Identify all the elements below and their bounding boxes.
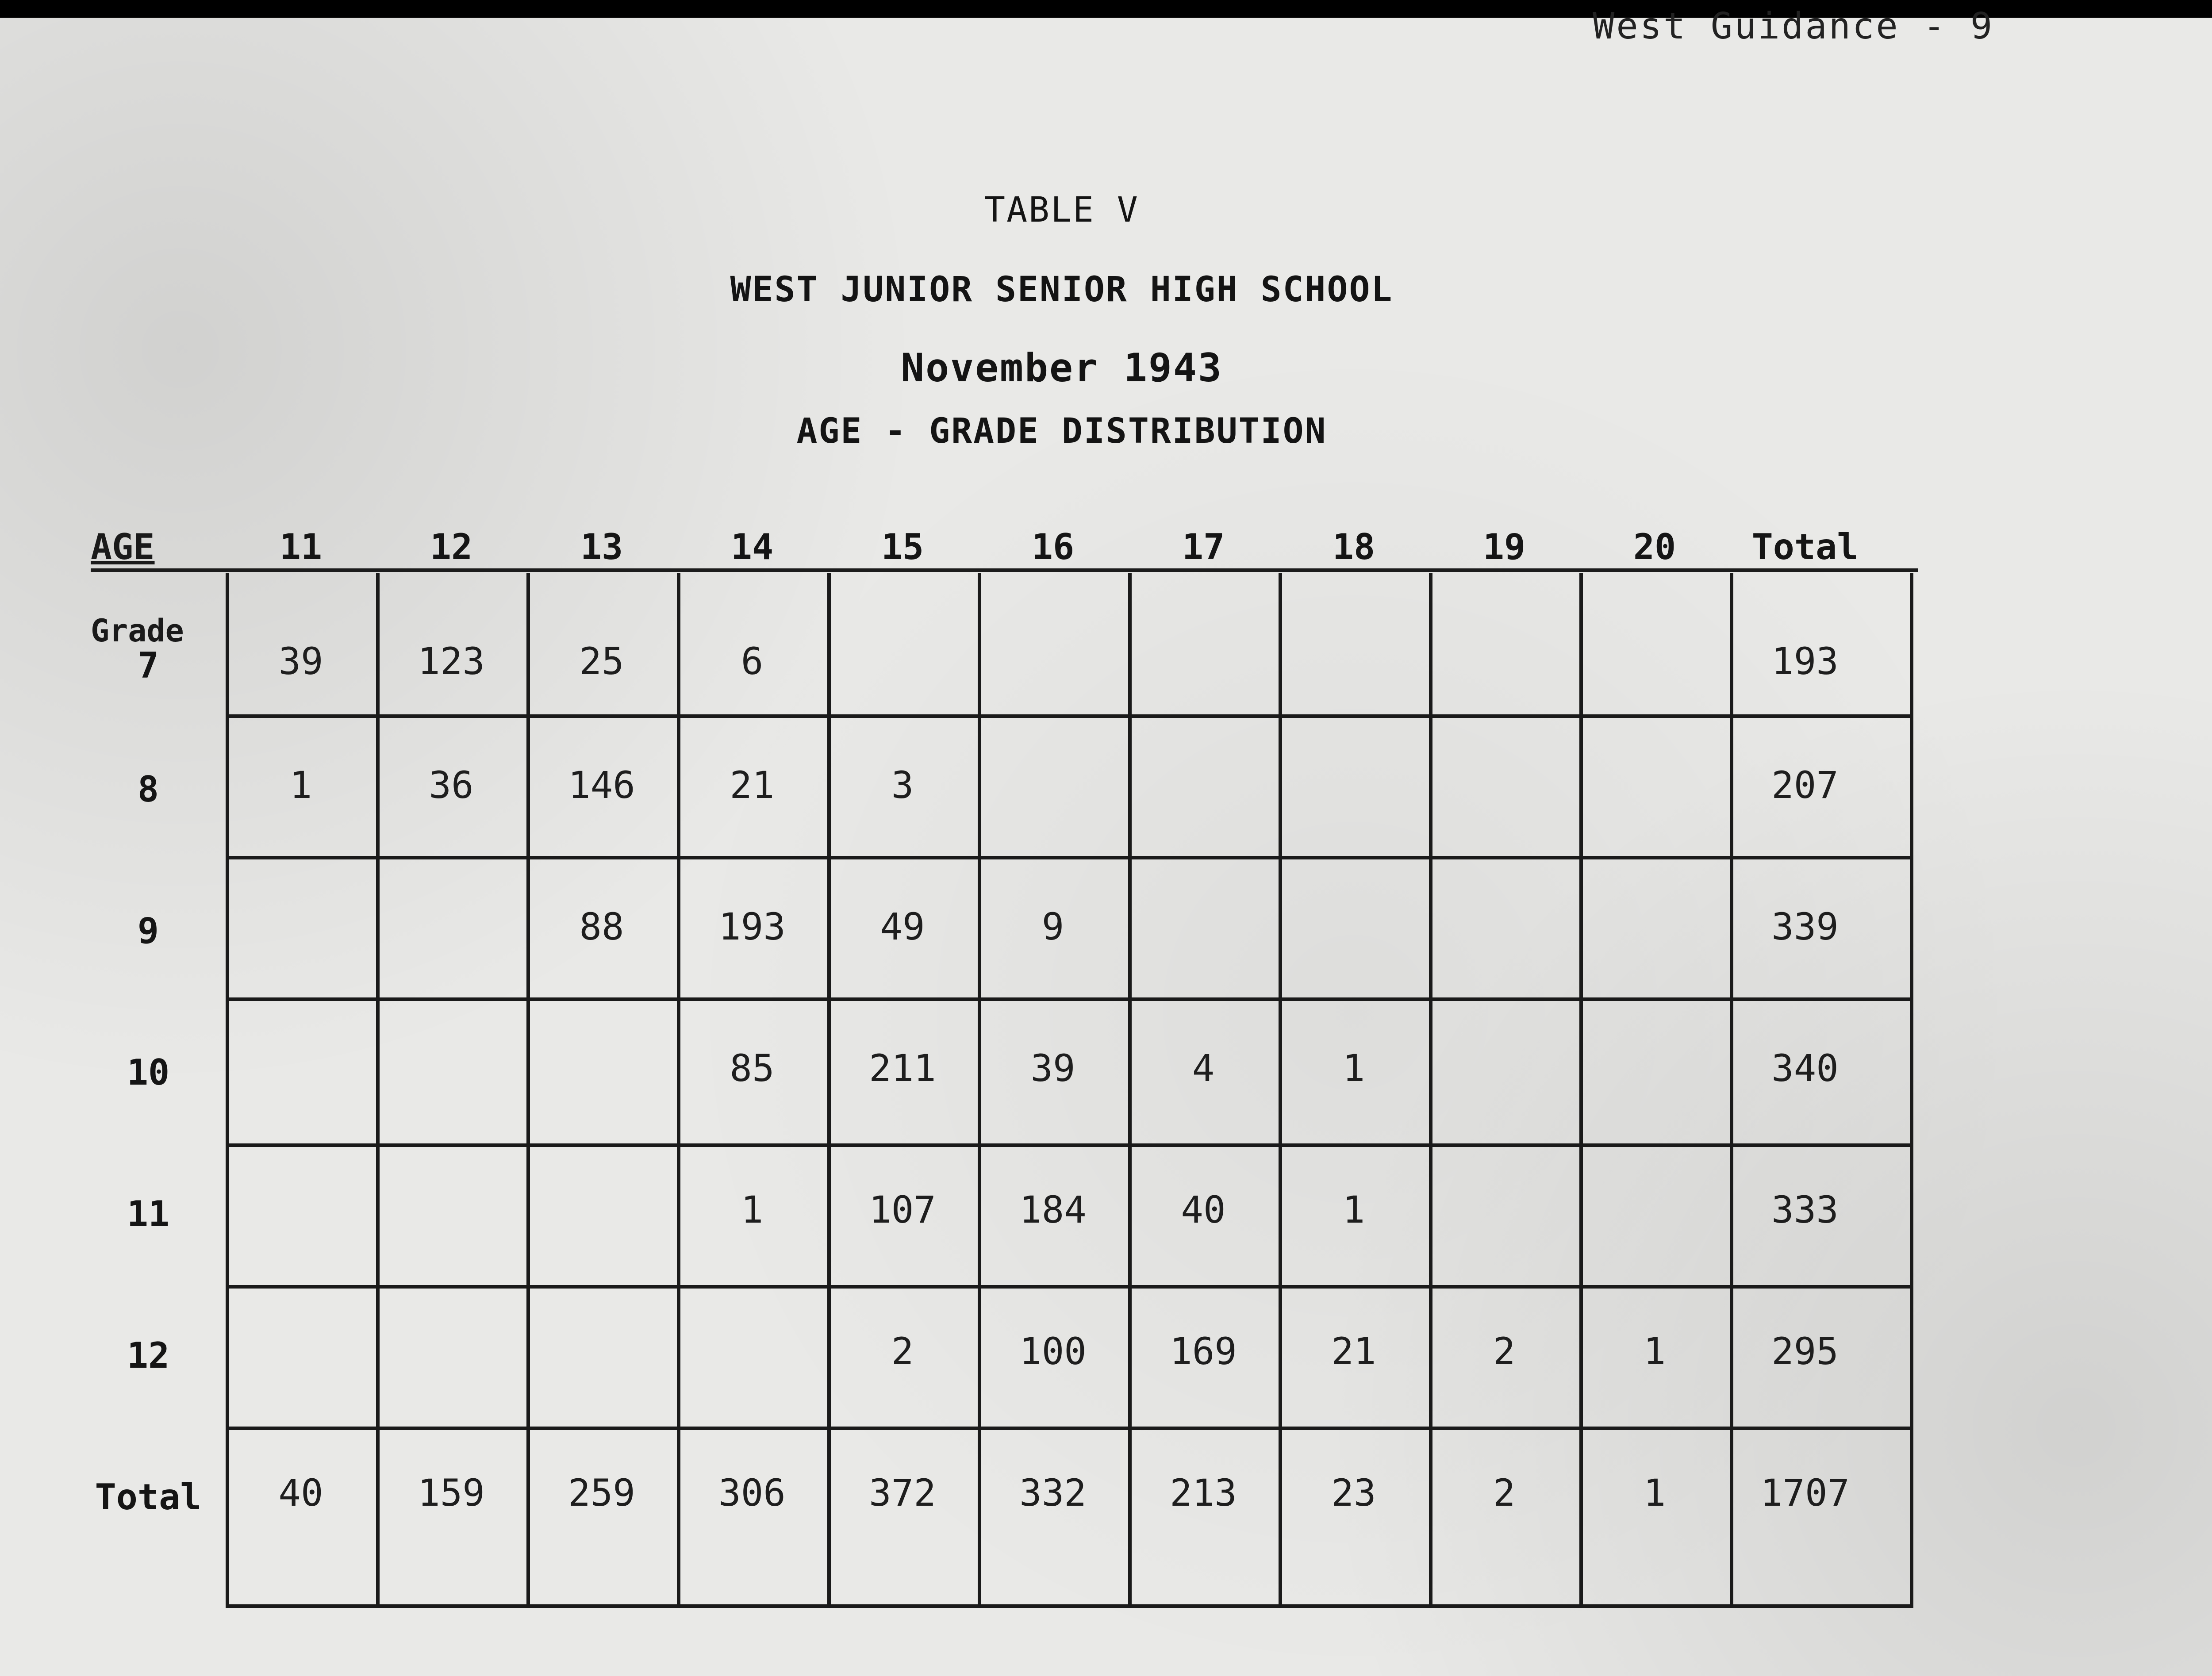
table-cell bbox=[1579, 1042, 1730, 1095]
table-cell: 333 bbox=[1771, 1188, 1839, 1231]
table-cell bbox=[1429, 635, 1579, 688]
table-cell bbox=[1579, 900, 1730, 953]
row-divider bbox=[226, 1143, 1913, 1147]
table-cell: 25 bbox=[579, 640, 624, 683]
table-cell bbox=[526, 1325, 677, 1378]
row-header: 11 bbox=[127, 1193, 170, 1235]
school-title: WEST JUNIOR SENIOR HIGH SCHOOL bbox=[730, 270, 1394, 310]
table-cell: 40 bbox=[278, 1471, 323, 1515]
table-cell bbox=[978, 635, 1128, 688]
table-cell bbox=[1279, 900, 1429, 953]
table-cell: 88 bbox=[579, 905, 624, 948]
table-cell bbox=[1279, 759, 1429, 812]
table-cell bbox=[677, 1325, 827, 1378]
table-cell bbox=[376, 1325, 526, 1378]
row-header: Total bbox=[95, 1477, 202, 1518]
table-cell: 9 bbox=[1041, 905, 1064, 948]
table-cell: 1 bbox=[741, 1188, 764, 1231]
table-cell: 21 bbox=[730, 763, 775, 807]
column-header: 16 bbox=[1031, 526, 1075, 568]
column-header: 18 bbox=[1332, 526, 1375, 568]
table-cell bbox=[1579, 635, 1730, 688]
date-title: November 1943 bbox=[901, 345, 1223, 391]
table-cell: 184 bbox=[1019, 1188, 1087, 1231]
table-cell: 339 bbox=[1771, 905, 1839, 948]
table-cell: 85 bbox=[730, 1047, 775, 1090]
table-cell: 146 bbox=[568, 763, 635, 807]
table-cell bbox=[376, 900, 526, 953]
table-cell: 340 bbox=[1771, 1047, 1839, 1090]
row-header: 12 bbox=[127, 1335, 170, 1376]
table-cell bbox=[1128, 759, 1279, 812]
table-cell: 49 bbox=[880, 905, 925, 948]
table-cell: 159 bbox=[418, 1471, 485, 1515]
column-header: 15 bbox=[881, 526, 924, 568]
column-header: Total bbox=[1751, 526, 1859, 568]
table-cell: 39 bbox=[1030, 1047, 1075, 1090]
row-divider bbox=[226, 856, 1913, 859]
table-cell: 169 bbox=[1170, 1330, 1237, 1373]
subject-title: AGE - GRADE DISTRIBUTION bbox=[796, 411, 1327, 451]
row-header: 7 bbox=[137, 645, 159, 686]
header-rule bbox=[91, 568, 1918, 572]
page-header-note: West Guidance - 9 bbox=[1593, 5, 1994, 47]
table-cell bbox=[226, 1183, 376, 1236]
table-cell bbox=[376, 1183, 526, 1236]
table-cell bbox=[376, 1042, 526, 1095]
table-cell: 1 bbox=[1643, 1330, 1666, 1373]
table-cell: 100 bbox=[1019, 1330, 1087, 1373]
grade-row-label: Grade bbox=[91, 613, 184, 649]
age-column-label: AGE bbox=[91, 526, 155, 568]
row-divider bbox=[226, 1427, 1913, 1430]
table-cell: 4 bbox=[1192, 1047, 1215, 1090]
table-cell bbox=[1128, 900, 1279, 953]
table-cell bbox=[1579, 759, 1730, 812]
table-cell bbox=[1128, 635, 1279, 688]
table-cell bbox=[226, 900, 376, 953]
table-cell bbox=[226, 1325, 376, 1378]
table-cell: 193 bbox=[1771, 640, 1839, 683]
table-cell: 3 bbox=[891, 763, 914, 807]
table-cell: 6 bbox=[741, 640, 764, 683]
table-cell: 123 bbox=[418, 640, 485, 683]
table-cell: 2 bbox=[891, 1330, 914, 1373]
table-cell: 1707 bbox=[1760, 1471, 1850, 1515]
table-cell: 1 bbox=[1342, 1047, 1365, 1090]
column-header: 13 bbox=[580, 526, 623, 568]
table-cell bbox=[978, 759, 1128, 812]
table-cell: 1 bbox=[1342, 1188, 1365, 1231]
table-cell: 211 bbox=[869, 1047, 936, 1090]
table-cell bbox=[827, 635, 978, 688]
table-cell bbox=[526, 1042, 677, 1095]
table-cell: 39 bbox=[278, 640, 323, 683]
table-cell: 21 bbox=[1331, 1330, 1376, 1373]
table-cell: 1 bbox=[1643, 1471, 1666, 1515]
row-divider bbox=[226, 997, 1913, 1001]
table-cell bbox=[526, 1183, 677, 1236]
table-cell bbox=[1579, 1183, 1730, 1236]
table-cell: 1 bbox=[289, 763, 312, 807]
table-cell bbox=[1429, 1183, 1579, 1236]
table-cell: 23 bbox=[1331, 1471, 1376, 1515]
table-cell: 107 bbox=[869, 1188, 936, 1231]
row-header: 9 bbox=[137, 910, 159, 951]
table-cell: 193 bbox=[718, 905, 786, 948]
column-header: 20 bbox=[1633, 526, 1676, 568]
table-cell: 36 bbox=[429, 763, 474, 807]
table-cell: 306 bbox=[718, 1471, 786, 1515]
column-header: 14 bbox=[730, 526, 774, 568]
table-cell: 2 bbox=[1493, 1330, 1516, 1373]
table-cell bbox=[1429, 1042, 1579, 1095]
column-header: 11 bbox=[279, 526, 323, 568]
row-divider bbox=[226, 714, 1913, 718]
table-cell: 213 bbox=[1170, 1471, 1237, 1515]
table-cell: 332 bbox=[1019, 1471, 1087, 1515]
table-cell bbox=[1429, 900, 1579, 953]
table-cell bbox=[1429, 759, 1579, 812]
table-cell: 295 bbox=[1771, 1330, 1839, 1373]
column-header: 12 bbox=[430, 526, 473, 568]
table-cell: 2 bbox=[1493, 1471, 1516, 1515]
row-header: 8 bbox=[137, 769, 159, 810]
document-page bbox=[0, 5, 2212, 1676]
table-cell bbox=[226, 1042, 376, 1095]
column-header: 17 bbox=[1182, 526, 1225, 568]
row-header: 10 bbox=[127, 1052, 170, 1093]
table-cell: 372 bbox=[869, 1471, 936, 1515]
row-divider bbox=[226, 1285, 1913, 1289]
table-cell: 259 bbox=[568, 1471, 635, 1515]
table-cell: 40 bbox=[1181, 1188, 1226, 1231]
table-number: TABLE V bbox=[984, 190, 1139, 230]
table-cell: 207 bbox=[1771, 763, 1839, 807]
column-header: 19 bbox=[1482, 526, 1526, 568]
table-cell bbox=[1279, 635, 1429, 688]
